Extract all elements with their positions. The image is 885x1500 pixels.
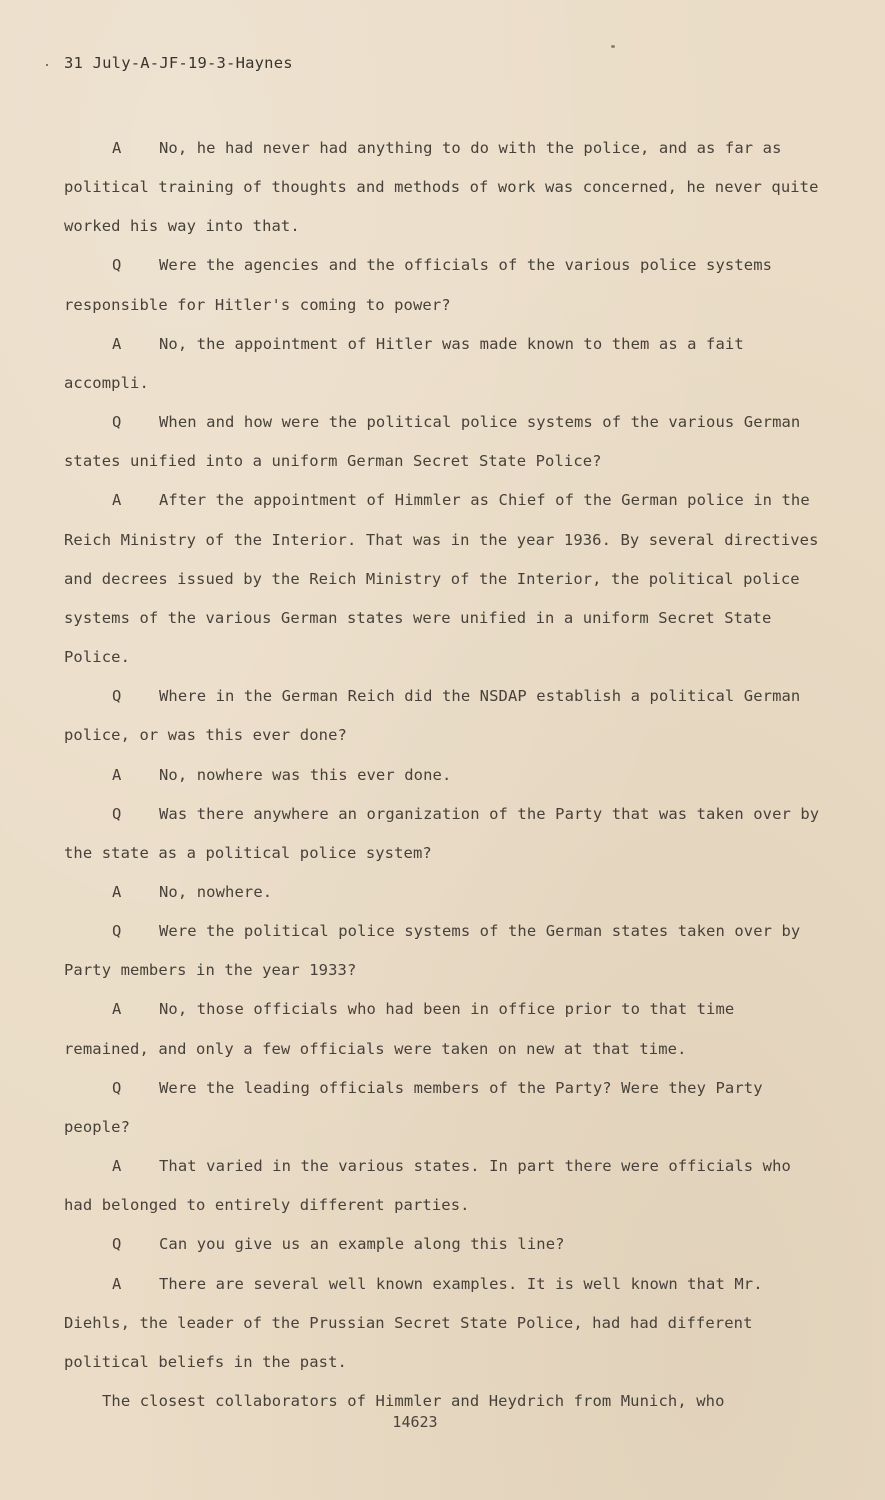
paragraph-text: That varied in the various states. In part there were officials who had belonged to entirely different parties. (64, 1157, 791, 1215)
transcript-paragraph (64, 246, 824, 324)
speaker-label: A (112, 334, 122, 353)
speaker-label: Q (112, 256, 122, 275)
transcript-paragraph (64, 1265, 824, 1382)
transcript-paragraph (64, 677, 824, 755)
speaker-label: A (112, 765, 122, 784)
speaker-label: A (112, 1000, 122, 1019)
transcript-paragraph (64, 756, 824, 795)
transcript-paragraph (64, 873, 824, 912)
paragraph-text: When and how were the political police systems of the various German states unified into a uniform German Secret State Police? (64, 413, 801, 471)
paragraph-text: There are several well known examples. It is well known that Mr. Diehls, the leader of the Prussian Secret State Police, had had different political beliefs in the past. (64, 1274, 763, 1371)
transcript-paragraph (64, 325, 824, 403)
paragraph-text: No, nowhere was this ever done. (159, 765, 452, 784)
speaker-label: Q (112, 922, 122, 941)
transcript-paragraph (64, 1147, 824, 1225)
paragraph-text: Where in the German Reich did the NSDAP establish a political German police, or was this ever done? (64, 687, 801, 745)
paragraph-text: No, those officials who had been in office prior to that time remained, and only a few officials were taken on new at that time. (64, 1000, 735, 1058)
speaker-label: A (112, 491, 122, 510)
page-number: 14623 (392, 1413, 438, 1431)
speaker-label: A (112, 882, 122, 901)
speaker-label: Q (112, 804, 122, 823)
speaker-label: Q (112, 413, 122, 432)
speaker-label: Q (112, 1235, 122, 1254)
transcript-body (64, 129, 824, 1421)
transcript-paragraph (64, 1225, 824, 1264)
speaker-label: A (112, 1274, 122, 1293)
paragraph-text: Were the agencies and the officials of the various police systems responsible for Hitler's coming to power? (64, 256, 773, 314)
transcript-paragraph (64, 990, 824, 1068)
paragraph-text: No, nowhere. (159, 882, 273, 901)
paper-speck (611, 45, 615, 48)
transcript-paragraph (64, 481, 824, 677)
document-reference: 31 July-A-JF-19-3-Haynes (64, 54, 293, 72)
paragraph-text: No, the appointment of Hitler was made known to them as a fait accompli. (64, 334, 744, 392)
paragraph-text: After the appointment of Himmler as Chief of the German police in the Reich Ministry of the Interior. That was in the year 1936. By several directives and decrees issued by the Reich Ministry of the Interior, the political police systems of the various German states were unified in a uniform Secret State Police. (64, 491, 819, 667)
transcript-paragraph (64, 1069, 824, 1147)
paragraph-text: Was there anywhere an organization of the Party that was taken over by the state as a political police system? (64, 804, 820, 862)
paragraph-text: Were the leading officials members of the Party? Were they Party people? (64, 1078, 763, 1136)
transcript-paragraph (64, 795, 824, 873)
margin-mark (46, 64, 48, 66)
paragraph-text: Were the political police systems of the German states taken over by Party members in the year 1933? (64, 922, 801, 980)
paragraph-text: The closest collaborators of Himmler and Heydrich from Munich, who (102, 1392, 725, 1410)
speaker-label: Q (112, 1078, 122, 1097)
speaker-label: A (112, 139, 122, 157)
speaker-label: A (112, 1157, 122, 1176)
paragraph-text: Can you give us an example along this line? (159, 1235, 565, 1254)
transcript-paragraph (64, 403, 824, 481)
paragraph-text: No, he had never had anything to do with the police, and as far as political training of thoughts and methods of work was concerned, he never quite worked his way into that. (64, 139, 819, 236)
transcript-paragraph (64, 912, 824, 990)
speaker-label: Q (112, 687, 122, 706)
transcript-paragraph (64, 129, 824, 246)
